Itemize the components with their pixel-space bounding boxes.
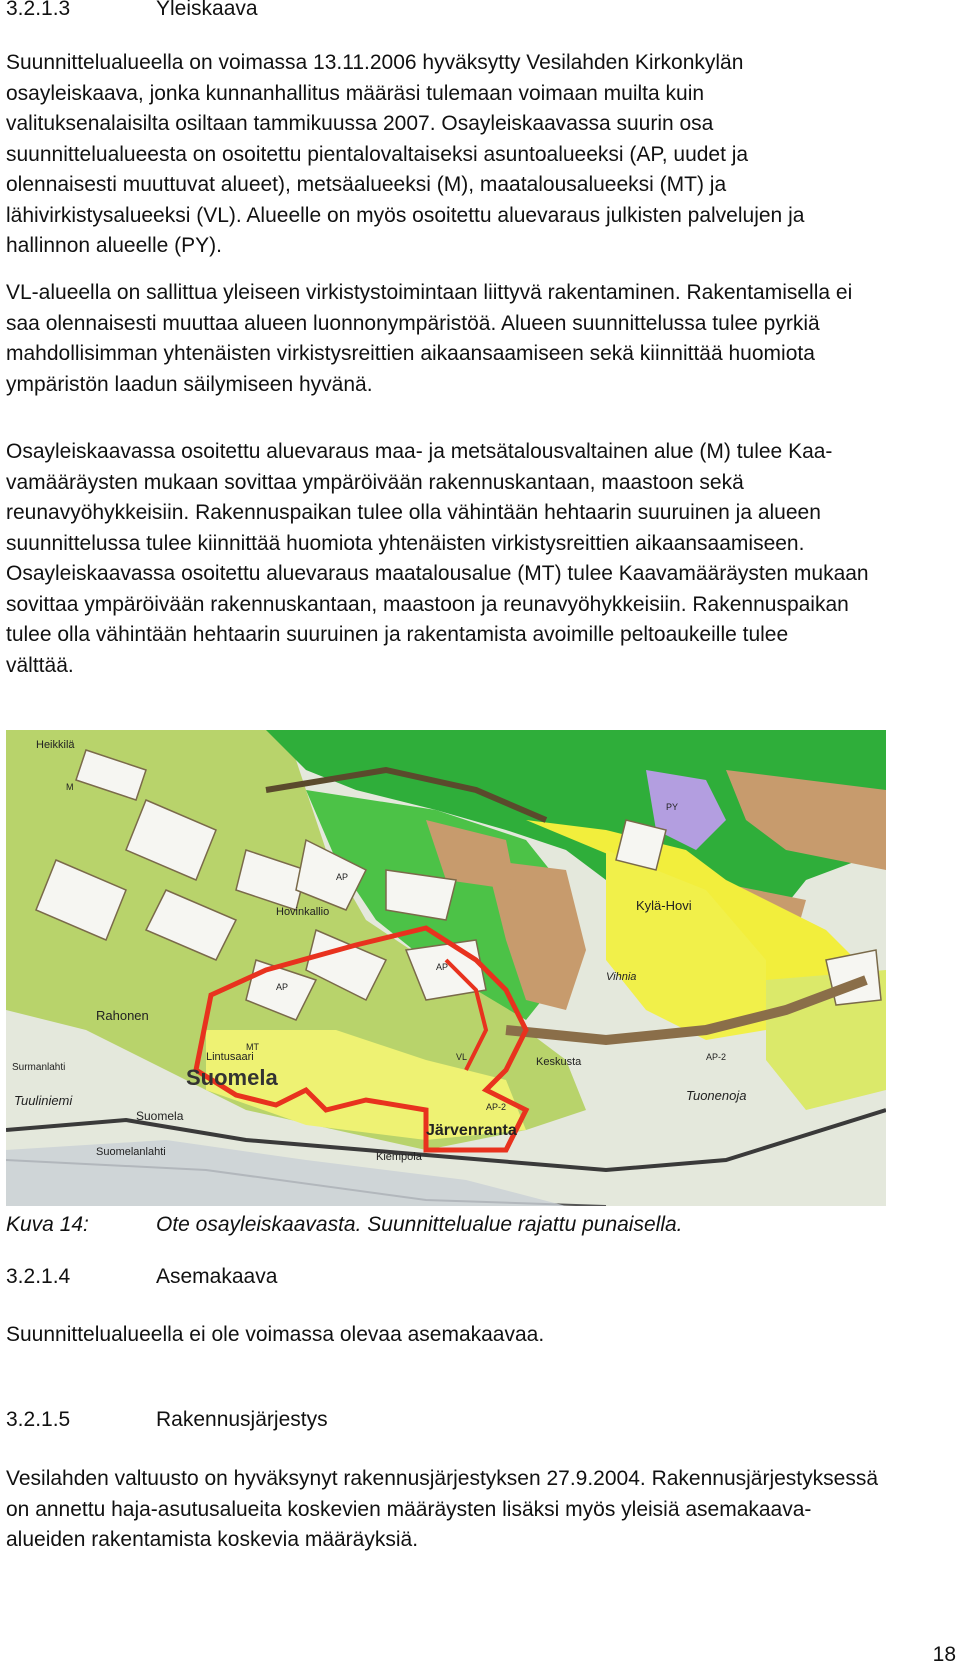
- map-label-heikkila: Heikkilä: [36, 739, 75, 751]
- section-heading-yleiskaava: [6, 0, 258, 25]
- map-label-hovinkallio: Hovinkallio: [276, 906, 330, 918]
- paragraph-vl-alue: VL-alueella on sallittua yleiseen virkistystoimintaan liittyvä rakentaminen. Rakentamisella ei saa olennaisesti muuttaa alueen luonnonympäristöä. Alueen suunnittelussa tulee pyrkiä mahdollisimman yhtenäisten virkistysreittien aikaansaamiseen sekä kiinnittää huomiota ympäristön laadun säilymiseen hyvänä.: [6, 281, 853, 396]
- map-label-jarvenranta: Järvenranta: [426, 1122, 517, 1139]
- map-zone-ap2-1: AP-2: [706, 1052, 727, 1062]
- map-label-keskusta: Keskusta: [536, 1056, 582, 1068]
- map-zone-m: M: [66, 782, 74, 792]
- caption-text: Ote osayleiskaavasta. Suunnittelualue rajattu punaisella.: [156, 1213, 683, 1236]
- section-title: Yleiskaava: [156, 0, 258, 20]
- map-label-tuuliniemi: Tuuliniemi: [14, 1093, 73, 1108]
- map-label-suomelanlahti: Suomelanlahti: [96, 1146, 166, 1158]
- zoning-map-graphic: [6, 730, 886, 1206]
- map-label-rahonen: Rahonen: [96, 1008, 149, 1023]
- map-label-tuonenoja: Tuonenoja: [686, 1088, 747, 1103]
- section-number: 3.2.1.5: [6, 1408, 71, 1431]
- map-label-vihnia: Vihnia: [606, 971, 637, 983]
- section-number: 3.2.1.3: [6, 0, 71, 20]
- section-number: 3.2.1.4: [6, 1265, 71, 1288]
- paragraph-rakennusjarjestys: Vesilahden valtuusto on hyväksynyt rakennusjärjestyksen 27.9.2004. Rakennusjärjestyksessä on annettu haja-asutusalueita koskevien määräysten lisäksi myös yleisiä asemakaava- alueiden rakentamista koskevia määräyksiä.: [6, 1467, 879, 1551]
- figure-caption: [6, 1210, 683, 1241]
- section-title: Rakennusjärjestys: [156, 1408, 328, 1431]
- map-zone-mt: MT: [246, 1042, 259, 1052]
- map-label-suomela: Suomela: [186, 1065, 278, 1090]
- map-zone-ap-1: AP: [336, 872, 349, 882]
- map-label-surmanlahti: Surmanlahti: [12, 1062, 66, 1073]
- map-label-suomela-2: Suomela: [136, 1109, 184, 1123]
- map-zone-ap-2: AP: [436, 962, 449, 972]
- map-label-lintusaari: Lintusaari: [206, 1051, 254, 1063]
- map-zone-ap2-2: AP-2: [486, 1102, 507, 1112]
- paragraph-yleiskaava-intro: Suunnittelualueella on voimassa 13.11.2006 hyväksytty Vesilahden Kirkonkylän osayleiskaava, jonka kunnanhallitus määräsi tulemaan voimaan muilta kuin valituksenalaisilta osiltaan tammikuussa 2007. Osayleiskaavassa suurin osa suunnittelualueesta on osoitettu pientalovaltaiseksi asuntoalueeksi (AP, uudet ja olennaisesti muuttuvat alueet), metsäalueeksi (M), maatalousalueeksi (MT) ja lähivirkistysalueeksi (VL). Alueelle on myös osoitettu aluevaraus julkisten palvelujen ja hallinnon alueelle (PY).: [6, 51, 805, 257]
- map-zone-vl: VL: [456, 1052, 468, 1062]
- section-heading-asemakaava: [6, 1262, 277, 1293]
- section-title: Asemakaava: [156, 1265, 278, 1288]
- map-label-kyla-hovi: Kylä-Hovi: [636, 898, 692, 913]
- map-zone-py: PY: [666, 802, 679, 812]
- paragraph-m-mt-alueet: Osayleiskaavassa osoitettu aluevaraus maa- ja metsätalousvaltainen alue (M) tulee Kaa- vamääräysten mukaan sovittaa ympäröivään rakennuskantaan, maastoon sekä reunavyöhykkeisiin. Rakennuspaikan tulee olla vähintään hehtaarin suuruinen ja alueen suunnittelussa tulee kiinnittää huomiota yhtenäisten virkistysreittien aikaansaamiseen. Osayleiskaavassa osoitettu aluevaraus maatalousalue (MT) tulee Kaavamääräysten mukaan sovittaa ympäröivään rakennuskantaan, maastoon ja reunavyöhykkeisiin. Rakennuspaikan tulee olla vähintään hehtaarin suuruinen ja rakentamista avoimille peltoaukeille tulee välttää.: [6, 440, 869, 677]
- section-heading-rakennusjarjestys: [6, 1405, 328, 1436]
- map-zone-ap-3: AP: [276, 982, 289, 992]
- paragraph-asemakaava: Suunnittelualueella ei ole voimassa olevaa asemakaavaa.: [6, 1323, 545, 1346]
- map-label-kiempola: Kiempola: [376, 1151, 422, 1163]
- page-number: 18: [932, 1643, 956, 1666]
- caption-label: Kuva 14:: [6, 1213, 89, 1236]
- zoning-map-image: [6, 730, 886, 1206]
